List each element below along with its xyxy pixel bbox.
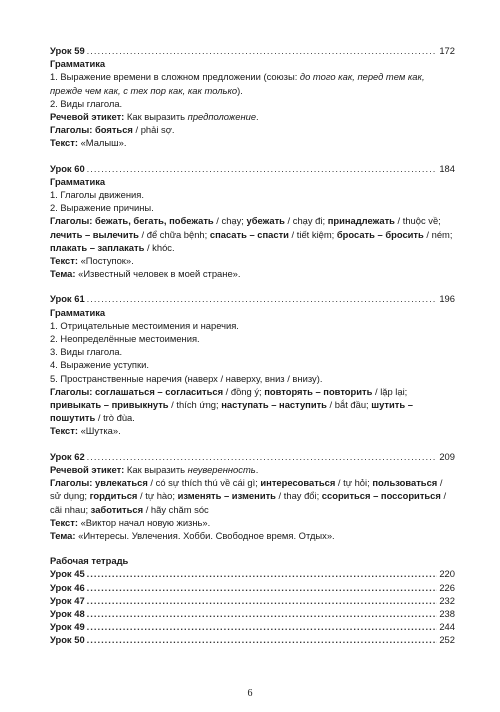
text-segment: шутить – пошутить (50, 399, 413, 424)
text-segment: 5. Пространственные наречия (наверх / наверху, вниз / внизу). (50, 372, 323, 384)
content-line (50, 358, 455, 371)
text-segment: спасать – спасти (209, 228, 289, 240)
entry-page: 238 (439, 607, 455, 619)
text-segment: / cãi nhau; (50, 490, 447, 515)
entry-title: Урок 59 (50, 45, 85, 56)
text-segment: 2. Виды глагола. (50, 97, 123, 109)
text-segment: до того как, перед тем как, прежде чем как, с тех пор как, как только (50, 71, 425, 96)
dot-leader (87, 620, 438, 633)
section-heading: Грамматика (50, 306, 106, 318)
lesson-entry (50, 450, 455, 542)
text-segment: 4. Выражение уступки. (50, 359, 149, 371)
text-segment: / đồng ý; (223, 385, 265, 397)
text-segment: Текст: (50, 516, 78, 528)
dot-leader (87, 567, 438, 580)
text-segment: Тема: (50, 529, 76, 541)
text-segment: / bắt đầu; (326, 399, 372, 411)
content-line (50, 267, 455, 280)
entry-title: Урок 60 (50, 162, 85, 174)
dot-leader (87, 292, 438, 305)
text-segment: убежать (246, 215, 285, 227)
text-segment: Глаголы: бояться (50, 124, 133, 136)
content-line (50, 70, 455, 96)
text-segment: Глаголы: бежать, бегать, побежать (50, 215, 214, 227)
content-line (50, 424, 455, 437)
section-heading: Грамматика (50, 175, 106, 187)
text-segment: пользоваться (372, 477, 438, 489)
lesson-title-line (50, 450, 455, 463)
text-segment: / ném; (423, 228, 453, 240)
dot-leader (87, 607, 438, 620)
content-line (50, 136, 455, 149)
text-segment: / có sự thích thú về cái gì; (147, 477, 261, 489)
text-segment: наступать – наступить (221, 399, 327, 411)
section-heading: Грамматика (50, 58, 106, 70)
entry-page: 172 (439, 45, 455, 56)
text-segment: Речевой этикет: (50, 111, 125, 123)
workbook-item (50, 594, 455, 607)
text-segment: / chạy; (213, 215, 247, 227)
lesson-entry (50, 162, 455, 281)
entry-title: Урок 48 (50, 607, 85, 619)
content-line (50, 332, 455, 345)
content-line (50, 214, 455, 254)
text-segment: «Интересы. Увлечения. Хобби. Свободное время. Отдых». (75, 529, 335, 541)
content-line (50, 201, 455, 214)
content-line (50, 476, 455, 516)
text-segment: «Малыш». (77, 137, 127, 149)
text-segment: / chạy đi; (284, 215, 328, 227)
text-segment: лечить – вылечить (50, 228, 139, 240)
text-segment: бросать – бросить (336, 228, 424, 240)
workbook-title: Рабочая тетрадь (50, 555, 129, 567)
text-segment: Речевой этикет: (50, 463, 125, 475)
text-segment: Как выразить (124, 111, 188, 123)
text-segment: неуверенность (187, 463, 256, 475)
text-segment: предположение (187, 111, 257, 123)
dot-leader (87, 594, 438, 607)
lesson-entry (50, 292, 455, 437)
entry-title: Урок 46 (50, 581, 85, 593)
text-segment: Глаголы: соглашаться – согласиться (50, 385, 224, 397)
text-segment: / lặp lại; (372, 385, 408, 397)
text-segment: / trò đùa. (95, 412, 135, 424)
text-segment: . (255, 463, 259, 475)
entry-title: Урок 62 (50, 450, 85, 462)
content-line (50, 188, 455, 201)
text-segment: «Поступок». (77, 255, 134, 267)
entry-page: 226 (439, 581, 455, 593)
text-segment: «Шутка». (77, 425, 121, 437)
text-segment: / thích ứng; (168, 399, 222, 411)
content-line (50, 529, 455, 542)
text-segment: плакать – заплакать (50, 241, 145, 253)
content-line (50, 385, 455, 425)
text-segment: 1. Глаголы движения. (50, 189, 144, 201)
lesson-title-line (50, 44, 455, 57)
content-line (50, 97, 455, 110)
text-segment: / hãy chăm sóc (143, 503, 209, 515)
content-line (50, 110, 455, 123)
lesson-title-line (50, 162, 455, 175)
text-segment: ссориться – поссориться (321, 490, 441, 502)
text-segment: Текст: (50, 425, 78, 437)
text-segment: 2. Неопределённые местоимения. (50, 333, 200, 345)
text-segment: 1. Выражение времени в сложном предложении (союзы: (50, 71, 300, 83)
entry-page: 220 (439, 568, 455, 580)
workbook-section (50, 554, 455, 646)
text-segment: интересоваться (260, 477, 336, 489)
content-line (50, 319, 455, 332)
text-segment: / thuộc về; (394, 215, 441, 227)
text-segment: . (256, 111, 259, 123)
workbook-item (50, 567, 455, 580)
content-line (50, 372, 455, 385)
text-segment: ). (237, 84, 243, 96)
text-segment: / khóc. (144, 241, 175, 253)
entry-page: 244 (439, 621, 455, 633)
dot-leader (87, 162, 438, 175)
page-number: 6 (247, 688, 253, 699)
content-line (50, 463, 455, 476)
dot-leader (87, 44, 438, 57)
text-segment: «Виктор начал новую жизнь». (77, 516, 211, 528)
text-segment: Как выразить (124, 463, 188, 475)
content-line (50, 516, 455, 529)
entry-title: Урок 45 (50, 568, 85, 580)
entry-title: Урок 61 (50, 293, 85, 305)
text-segment: / phải sợ. (132, 124, 175, 136)
entry-title: Урок 50 (50, 634, 85, 646)
text-segment: Тема: (50, 268, 76, 280)
text-segment: / tự hỏi; (335, 477, 373, 489)
dot-leader (87, 450, 438, 463)
text-segment: / tiết kiệm; (288, 228, 337, 240)
dot-leader (87, 633, 438, 646)
lesson-title-line (50, 292, 455, 305)
text-segment: 1. Отрицательные местоимения и наречия. (50, 319, 239, 331)
text-segment: / để chữa bệnh; (138, 228, 210, 240)
lesson-entry (50, 44, 455, 150)
entry-title: Урок 47 (50, 594, 85, 606)
text-segment: принадлежать (327, 215, 395, 227)
dot-leader (87, 581, 438, 594)
content-line (50, 123, 455, 136)
text-segment: Текст: (50, 255, 78, 267)
text-segment: гордиться (89, 490, 138, 502)
entry-page: 252 (439, 634, 455, 646)
text-segment: 2. Выражение причины. (50, 202, 154, 214)
entry-page: 196 (439, 293, 455, 305)
text-segment: повторять – повторить (264, 385, 373, 397)
text-segment: 3. Виды глагола. (50, 346, 123, 358)
workbook-item (50, 581, 455, 594)
content-line (50, 345, 455, 358)
text-segment: «Известный человек в моей стране». (75, 268, 241, 280)
entry-title: Урок 49 (50, 621, 85, 633)
table-of-contents (50, 44, 455, 647)
entry-page: 184 (439, 162, 455, 174)
entry-page: 209 (439, 450, 455, 462)
text-segment: привыкать – привыкнуть (50, 399, 169, 411)
text-segment: / tự hào; (137, 490, 178, 502)
workbook-item (50, 620, 455, 633)
entry-page: 232 (439, 594, 455, 606)
text-segment: Глаголы: увлекаться (50, 477, 148, 489)
text-segment: изменять – изменить (177, 490, 276, 502)
content-line (50, 254, 455, 267)
text-segment: Текст: (50, 137, 78, 149)
text-segment: / thay đổi; (275, 490, 322, 502)
workbook-item (50, 607, 455, 620)
text-segment: / sử dụng; (50, 477, 443, 502)
text-segment: заботиться (90, 503, 144, 515)
workbook-item (50, 633, 455, 646)
